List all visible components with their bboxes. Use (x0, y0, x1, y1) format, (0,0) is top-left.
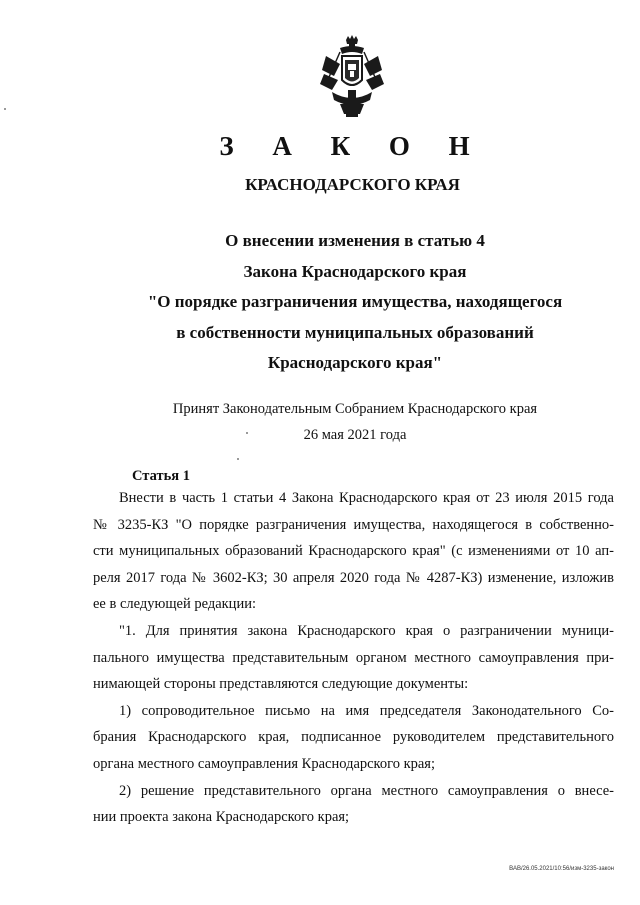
title-line: в собственности муниципальных образований (176, 322, 534, 342)
document-type-heading: З А К О Н (219, 131, 486, 161)
body-line: брания Краснодарского края, подписанное руководителем представительного (93, 729, 614, 746)
scan-speck (4, 108, 6, 110)
scan-speck (237, 458, 239, 460)
body-line: "1. Для принятия закона Краснодарского края о разграничении муници- (119, 622, 614, 639)
body-line: ее в следующей редакции: (93, 596, 256, 613)
title-line: "О порядке разграничения имущества, находящегося (147, 292, 563, 311)
title-line: Краснодарского края" (267, 353, 443, 372)
title-line: Закона Краснодарского края (243, 261, 467, 281)
body-line: Внести в часть 1 статьи 4 Закона Краснодарского края от 23 июля 2015 года (119, 490, 614, 506)
body-line: 1) сопроводительное письмо на имя председателя Законодательного Со- (119, 702, 614, 719)
body-line: органа местного самоуправления Краснодарского края; (93, 755, 436, 772)
body-line: № 3235-КЗ "О порядке разграничения имущества, находящегося в собственно- (93, 516, 614, 533)
body-line: реля 2017 года № 3602-КЗ; 30 апреля 2020 года № 4287-КЗ) изменение, изложив (93, 569, 614, 586)
body-line: пального имущества представительным органом местного самоуправления при- (93, 649, 614, 666)
adoption-body: Принят Законодательным Собранием Краснодарского края (172, 401, 538, 417)
law-title (130, 226, 580, 379)
coat-of-arms-icon (318, 34, 386, 118)
title-line: О внесении изменения в статью 4 (225, 231, 485, 250)
adoption-note (150, 396, 560, 448)
article-body (93, 485, 614, 831)
body-line: сти муниципальных образований Краснодарского края" (с изменениями от 10 ап- (93, 543, 614, 560)
body-line: нии проекта закона Краснодарского края; (93, 809, 350, 826)
region-heading: КРАСНОДАРСКОГО КРАЯ (245, 175, 460, 194)
body-line: нимающей стороны представляются следующие документы: (93, 676, 469, 693)
adoption-date: 26 мая 2021 года (303, 427, 407, 443)
article-heading: Статья 1 (132, 468, 190, 484)
footer-document-code: ВАВ/26.05.2021/10:56/изм-3235-закон (509, 866, 614, 872)
scan-speck (246, 432, 248, 434)
body-line: 2) решение представительного органа местного самоуправления о внесе- (119, 782, 614, 799)
